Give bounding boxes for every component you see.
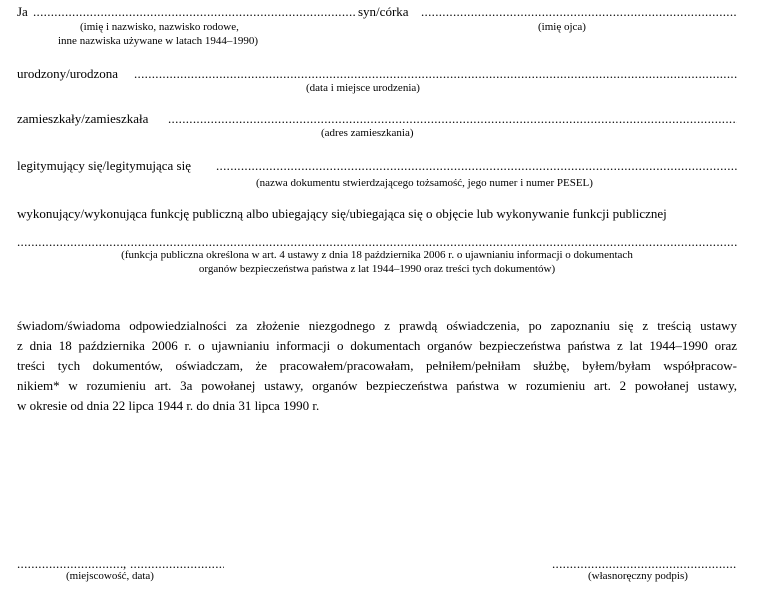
address-hint: (adres zamieszkania) xyxy=(321,127,414,139)
address-label: zamieszkały/zamieszkała xyxy=(17,111,149,126)
signature-fill-line[interactable] xyxy=(552,556,737,571)
father-hint: (imię ojca) xyxy=(538,21,586,33)
date-fill-line[interactable] xyxy=(130,556,224,571)
name-fill-line[interactable] xyxy=(33,4,355,19)
id-label: legitymujący się/legitymująca się xyxy=(17,158,192,173)
father-label: syn/córka xyxy=(358,4,409,19)
id-hint: (nazwa dokumentu stwierdzającego tożsamość, jego numer i numer PESEL) xyxy=(256,177,593,189)
born-fill-line[interactable] xyxy=(134,66,737,81)
born-hint: (data i miejsce urodzenia) xyxy=(306,82,420,94)
declaration-line-4: nikiem* w rozumieniu art. 3a powołanej ustawy, organów bezpieczeństwa państwa w rozumieniu art. 2 powołanej ustawy, xyxy=(17,378,737,393)
father-fill-line[interactable] xyxy=(421,4,737,19)
name-label: Ja xyxy=(17,4,28,19)
declaration-paragraph xyxy=(17,316,737,416)
place-date-hint: (miejscowość, data) xyxy=(66,570,154,582)
function-fill-line[interactable] xyxy=(17,234,737,249)
declaration-line-1: świadom/świadoma odpowiedzialności za złożenie niezgodnego z prawdą oświadczenia, po zapoznaniu się z treścią ustawy xyxy=(17,318,737,333)
function-hint-line1: (funkcja publiczna określona w art. 4 ustawy z dnia 18 października 2006 r. o ujawnianiu informacji o dokumentach xyxy=(121,249,633,261)
place-date-separator: , xyxy=(123,556,127,571)
born-label: urodzony/urodzona xyxy=(17,66,119,81)
signature-hint: (własnoręczny podpis) xyxy=(588,570,688,582)
place-fill-line[interactable] xyxy=(17,556,123,571)
function-label: wykonujący/wykonująca funkcję publiczną albo ubiegający się/ubiegająca się o objęcie lub wykonywanie funkcji publicznej xyxy=(17,206,667,221)
name-hint-line1: (imię i nazwisko, nazwisko rodowe, xyxy=(80,21,239,33)
id-fill-line[interactable] xyxy=(216,158,737,173)
declaration-line-2: z dnia 18 października 2006 r. o ujawnianiu informacji o dokumentach organów bezpieczeństwa państwa z lat 1944–1990 oraz xyxy=(17,338,737,353)
declaration-line-5: w okresie od dnia 22 lipca 1944 r. do dnia 31 lipca 1990 r. xyxy=(17,398,320,413)
function-hint-line2: organów bezpieczeństwa państwa z lat 1944–1990 oraz treści tych dokumentów) xyxy=(198,263,556,275)
name-hint-line2: inne nazwiska używane w latach 1944–1990) xyxy=(58,35,259,47)
declaration-line-3: treści tych dokumentów, oświadczam, że pracowałem/pracowałam, pełniłem/pełniłam służbę, byłem/byłam współpracow- xyxy=(17,358,737,373)
address-fill-line[interactable] xyxy=(168,111,737,126)
